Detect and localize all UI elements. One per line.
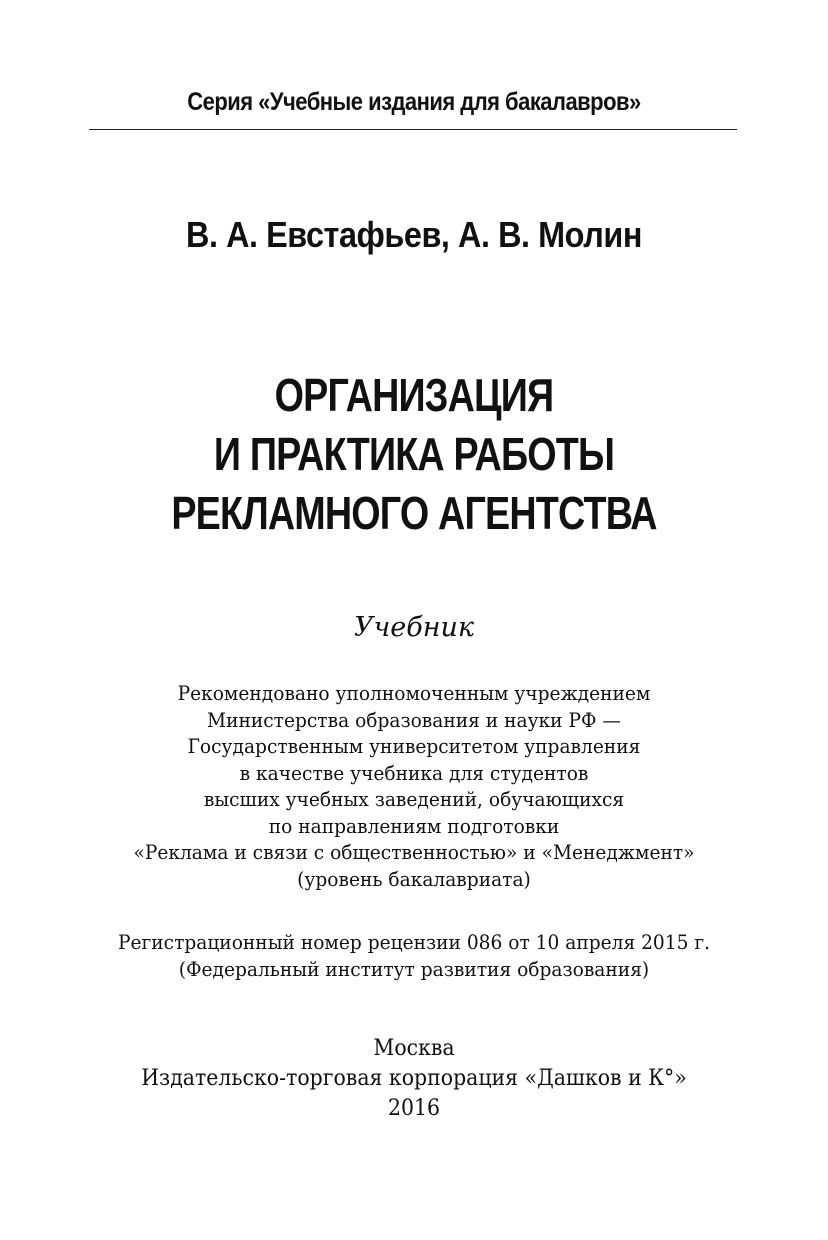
- recommendation-line: по направлениям подготовки: [268, 813, 560, 838]
- recommendation-line: Государственным университетом управления: [187, 734, 641, 758]
- authors: В. А. Евстафьев, А. В. Молин: [186, 214, 642, 255]
- registration-text: [0, 929, 828, 983]
- recommendation-line: высших учебных заведений, обучающихся: [203, 787, 625, 811]
- registration-line: Регистрационный номер рецензии 086 от 10 апреля 2015 г.: [117, 930, 711, 954]
- imprint: [0, 1034, 828, 1124]
- series-name: Серия «Учебные издания для бакалавров»: [187, 88, 641, 116]
- book-title: [0, 366, 828, 543]
- recommendation-line: (уровень бакалавриата): [297, 866, 531, 891]
- title-line: РЕКЛАМНОГО АГЕНТСТВА: [171, 487, 657, 539]
- imprint-publisher: Издательско-торговая корпорация «Дашков и К°»: [141, 1066, 687, 1091]
- recommendation-line: Рекомендовано уполномоченным учреждением: [177, 681, 651, 705]
- registration-line: (Федеральный институт развития образования): [178, 957, 650, 981]
- title-line: И ПРАКТИКА РАБОТЫ: [213, 428, 615, 480]
- recommendation-line: «Реклама и связи с общественностью» и «Менеджмент»: [133, 840, 695, 864]
- title-line: ОРГАНИЗАЦИЯ: [274, 369, 554, 421]
- book-type: Учебник: [353, 612, 475, 643]
- imprint-year: 2016: [387, 1096, 441, 1121]
- recommendation-line: Министерства образования и науки РФ —: [207, 707, 621, 732]
- recommendation-line: в качестве учебника для студентов: [239, 760, 589, 785]
- recommendation-text: [0, 680, 828, 892]
- imprint-city: Москва: [373, 1036, 455, 1061]
- header-rule: [89, 129, 737, 130]
